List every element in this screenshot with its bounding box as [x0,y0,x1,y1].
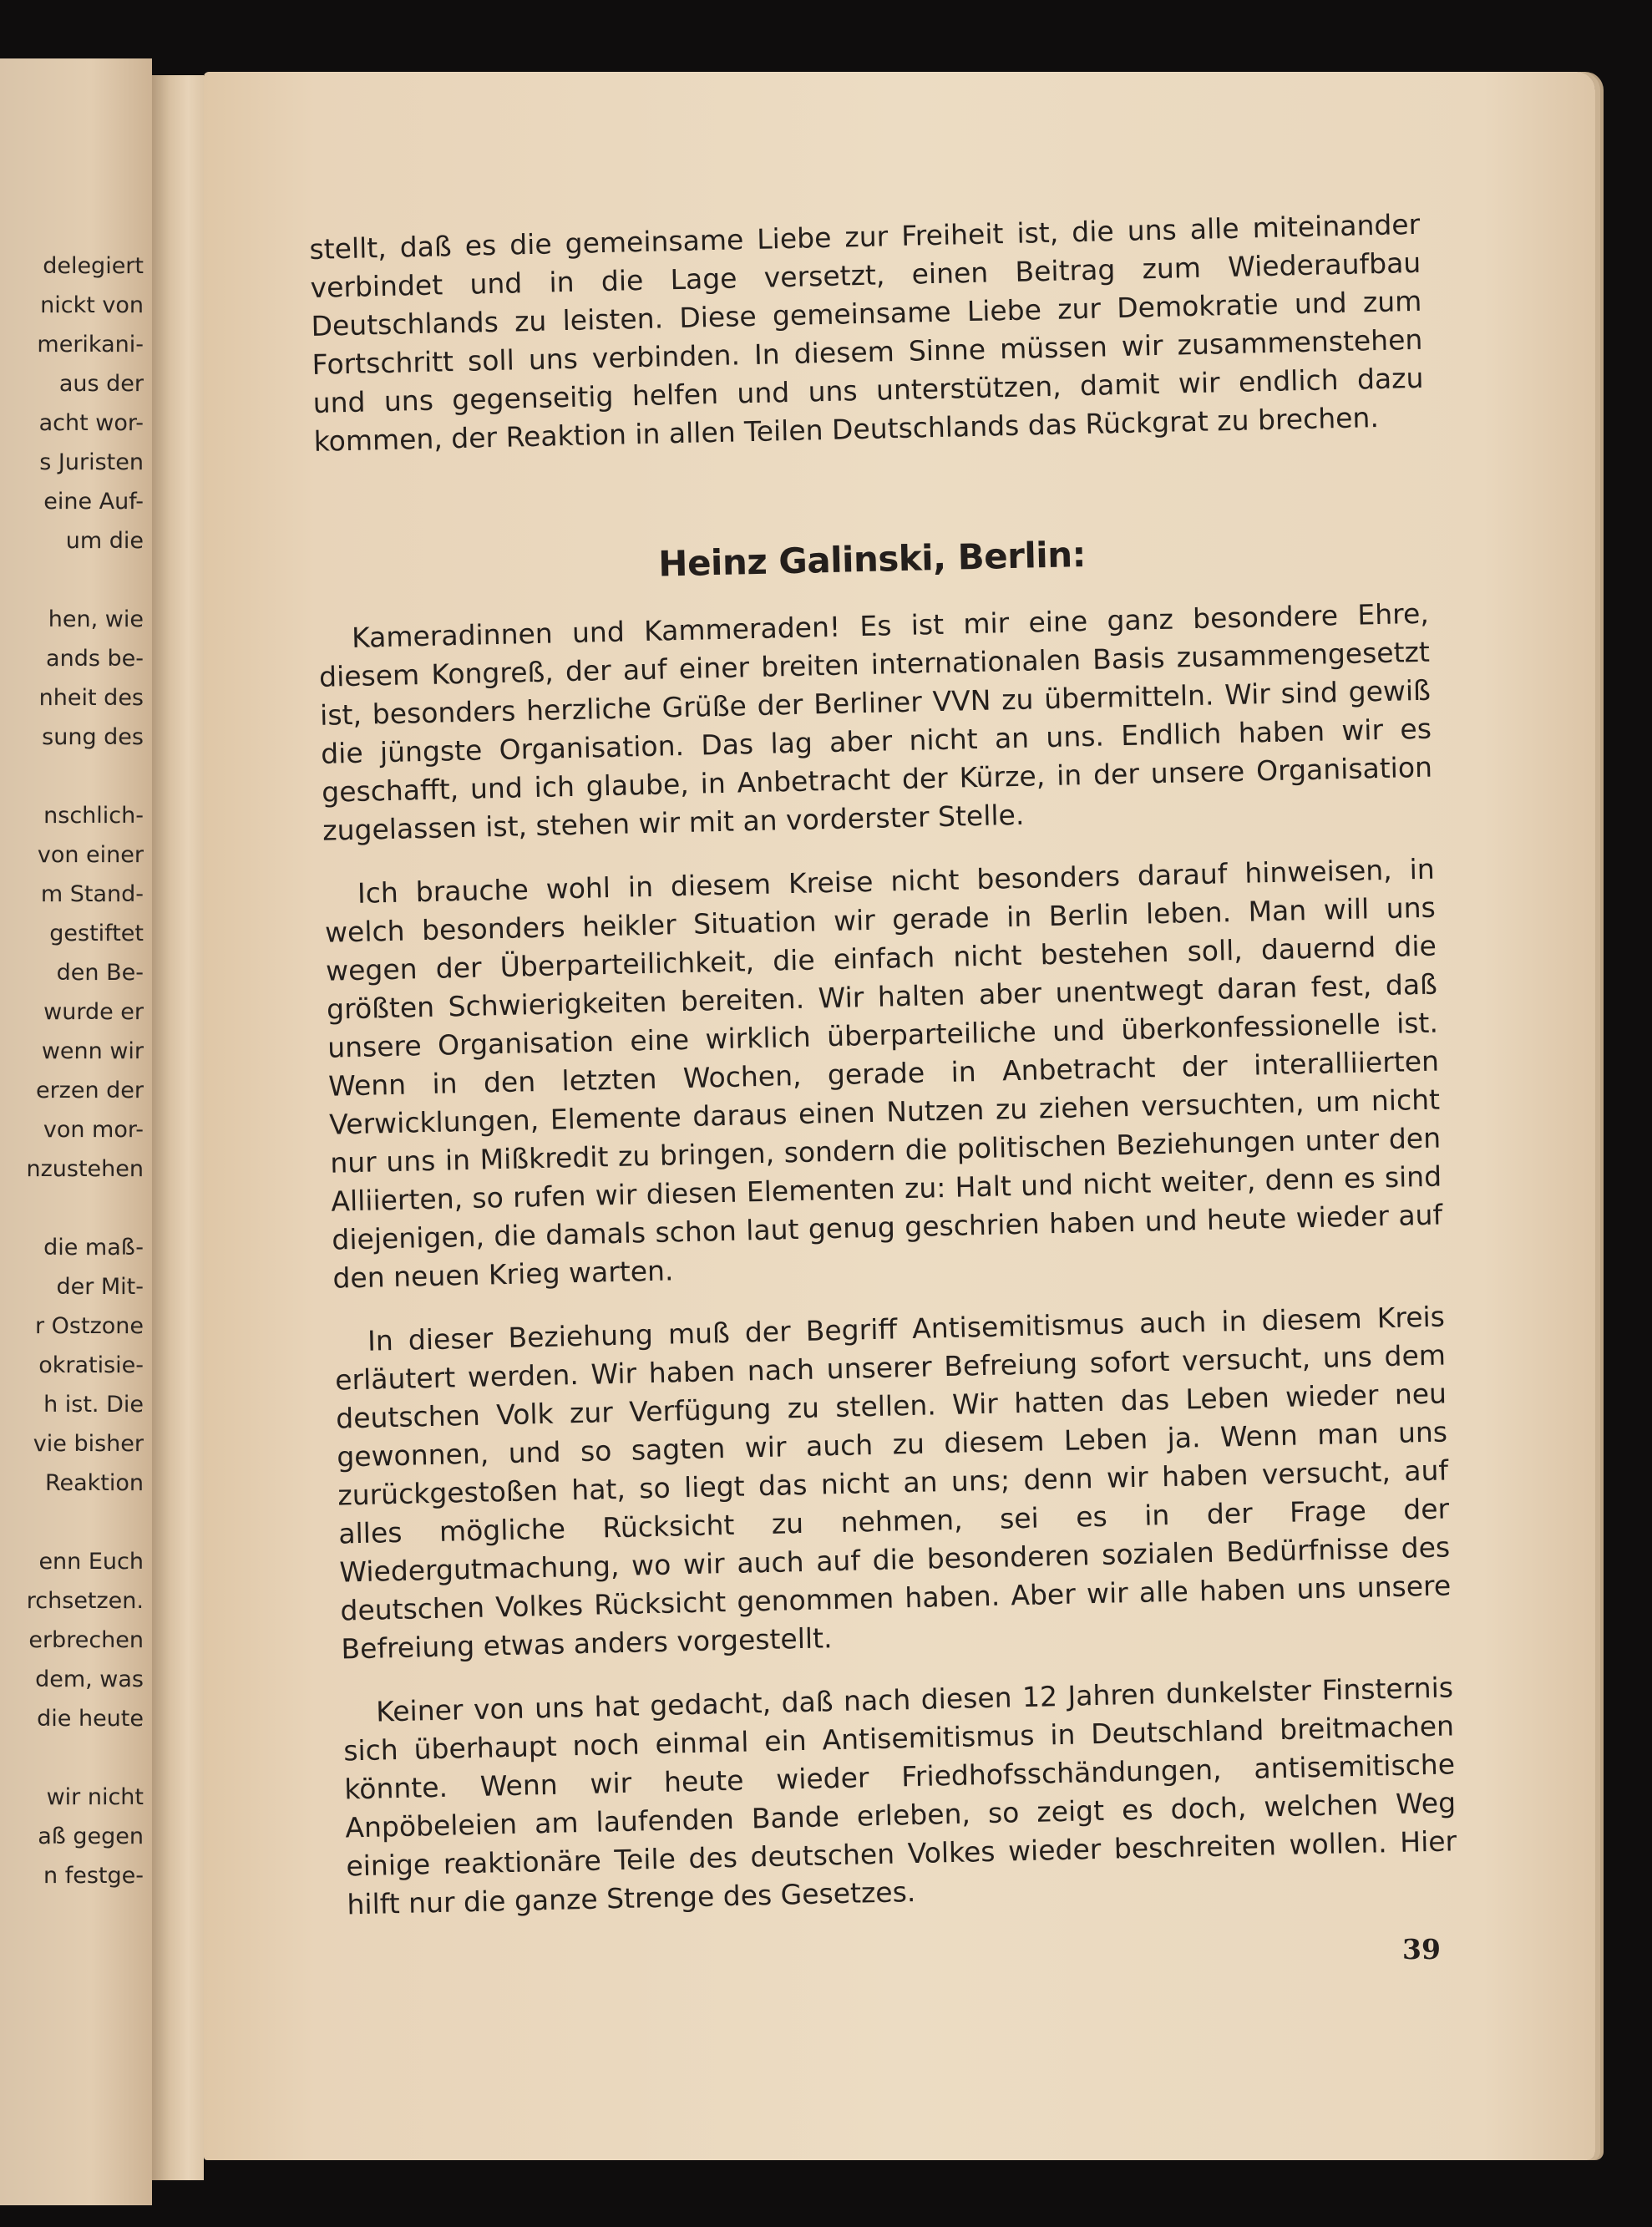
left-page-line: acht wor- [38,410,144,436]
main-page [204,72,1595,2160]
speech-paragraph: Ich brauche wohl in diesem Kreise nicht besonders darauf hinweisen, in welch besonders heikler Situation wir gerade in Berlin leben. Man will uns wegen der Überparteilichkeit, die einfach nicht bestehen soll, dauernd die größten Schwierigkeiten bereiten. Wir halten aber unentwegt daran fest, daß unsere Organisation eine wirklich überparteiliche und überkonfessionelle ist. Wenn in den letzten Wochen, gerade in Anbetracht der interalliierten Verwicklungen, Elemente daraus einen Nutzen zu ziehen versuchten, um nicht nur uns in Mißkredit zu bringen, sondern die politischen Beziehungen unter den Alliierten, so rufen wir diesen Elementen zu: Halt und nicht weiter, denn es sind diejenigen, die damals schon laut genug geschrien haben und heute wieder auf den neuen Krieg warten. [324,852,1443,1295]
speaker-heading: Heinz Galinski, Berlin: [657,534,1087,585]
left-page-line: ands be- [46,646,144,672]
left-page-line: aß gegen [38,1824,144,1849]
left-page-text [10,246,144,1895]
left-page-line: von mor- [43,1117,144,1143]
left-page-line: wenn wir [41,1038,144,1064]
left-page-line: wurde er [43,999,144,1025]
left-page-line: wir nicht [46,1784,144,1810]
left-page-line: der Mit- [56,1274,144,1300]
left-page-line: n festge- [43,1863,144,1889]
left-page-line: r Ostzone [34,1313,144,1339]
left-page-line: vie bisher [33,1431,144,1457]
intro-paragraph: stellt, daß es die gemeinsame Liebe zur Freiheit ist, die uns alle miteinander verbindet und in die Lage versetzt, einen Beitrag zum Wiederaufbau Deutschlands zu leisten. Diese gemeinsame Liebe zur Demokratie und zum Fortschritt soll uns verbinden. In diesem Sinne müssen wir zusammenstehen und uns gegenseitig helfen und uns unterstützen, damit wir endlich dazu kommen, der Reaktion in allen Teilen Deutschlands das Rückgrat zu brechen. [309,207,1424,458]
left-page-line: m Stand- [40,881,144,907]
left-page-line: nheit des [38,685,144,711]
left-page-line: sung des [42,724,144,750]
left-page-line: den Be- [56,960,144,986]
left-page-line: die maß- [43,1235,144,1261]
left-page-line: die heute [37,1706,144,1732]
speech-paragraph: Keiner von uns hat gedacht, daß nach diesen 12 Jahren dunkelster Finsternis sich überhaupt noch einmal ein Antisemitismus in Deutschland breitmachen könnte. Wenn wir heute wieder Friedhofsschändungen, antisemitische Anpöbeleien am laufenden Bande erleben, so zeigt es doch, welchen Weg einige reaktionäre Teile des deutschen Volkes wieder beschreiten wollen. Hier hilft nur die ganze Strenge des Gesetzes. [342,1671,1457,1921]
left-page-gap [10,561,144,600]
left-page-line: nickt von [40,292,144,318]
left-page-line: aus der [58,371,144,397]
left-page-line: rchsetzen. [26,1588,144,1614]
left-page-line: enn Euch [38,1549,144,1575]
left-page-line: gestiftet [49,921,144,946]
left-page-gap [10,1503,144,1542]
left-page-line: s Juristen [39,449,144,475]
page-number: 39 [1402,1933,1441,1966]
left-page-line: um die [65,528,144,554]
left-page-line: merikani- [37,332,144,358]
left-page-line: h ist. Die [43,1392,144,1418]
speech-paragraph: Kameradinnen und Kammeraden! Es ist mir eine ganz besondere Ehre, diesem Kongreß, der auf einer breiten internationalen Basis zusammengesetzt ist, besonders herzliche Grüße der Berliner VVN zu übermitteln. Wir sind gewiß die jüngste Organisation. Das lag aber nicht an uns. Endlich haben wir es geschafft, und ich glaube, in Anbetracht der Kürze, in der unsere Organisation zugelassen ist, stehen wir mit an vorderster Stelle. [318,596,1433,847]
left-page-line: von einer [37,842,144,868]
left-facing-page [0,58,152,2205]
left-page-line: erzen der [35,1078,144,1103]
left-page-gap [10,1738,144,1778]
left-page-line: dem, was [35,1666,144,1692]
left-page-line: Reaktion [44,1470,144,1496]
left-page-line: erbrechen [28,1627,144,1653]
page-content [309,205,1458,1950]
left-page-line: delegiert [43,253,144,279]
left-page-line: nzustehen [26,1156,144,1182]
left-page-gap [10,1189,144,1228]
left-page-line: nschlich- [43,803,144,829]
book-gutter [152,75,204,2180]
left-page-line: okratisie- [38,1352,144,1378]
left-page-gap [10,757,144,796]
speech-paragraph: In dieser Beziehung muß der Begriff Antisemitismus auch in diesem Kreis erläutert werden. Wir haben nach unserer Befreiung sofort versucht, uns dem deutschen Volk zur Verfügung zu stellen. Wir hatten das Leben wieder neu gewonnen, und so sagten wir auch zu diesem Leben ja. Wenn man uns zurückgestoßen hat, so liegt das nicht an uns; denn wir haben versucht, auf alles mögliche Rücksicht zu nehmen, sei es in der Frage der Wiedergutmachung, wo wir auch auf die besonderen sozialen Bedürfnisse des deutschen Volkes Rücksicht genommen haben. Aber wir alle haben uns unsere Befreiung etwas anders vorgestellt. [334,1300,1452,1666]
left-page-line: hen, wie [48,606,144,632]
left-page-line: eine Auf- [43,489,144,515]
